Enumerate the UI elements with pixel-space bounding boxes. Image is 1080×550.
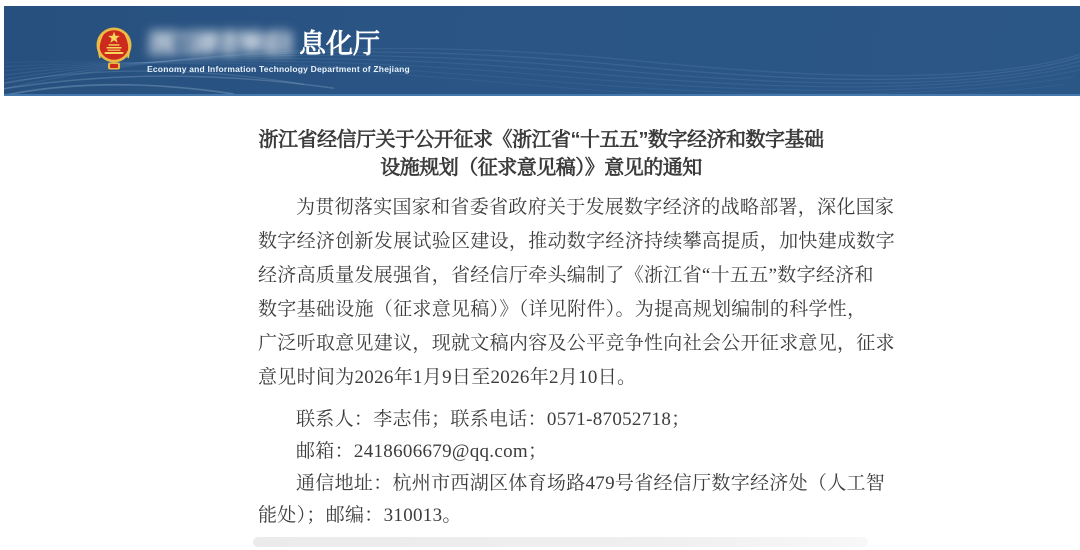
notice-body — [258, 191, 895, 395]
next-section-edge — [253, 537, 868, 547]
notice-body-line: 意见时间为2026年1月9日至2026年2月10日。 — [258, 367, 637, 388]
department-name-visible-part: 息化厅 — [299, 29, 380, 59]
notice-body-line: 数字经济创新发展试验区建设，推动数字经济持续攀高提质，加快建成数字 — [258, 231, 895, 252]
department-name-en: Economy and Information Technology Department of Zhejiang — [147, 64, 410, 75]
notice-body-line: 数字基础设施（征求意见稿）》（详见附件）。为提高规划编制的科学性， — [258, 299, 867, 320]
notice-contact-line: 联系人：李志伟；联系电话：0571-87052718； — [296, 409, 691, 430]
department-name-blurred-part: 浙江省经济和信 — [147, 29, 287, 59]
notice-contact-line: 通信地址：杭州市西湖区体育场路479号省经信厅数字经济处（人工智 — [296, 473, 886, 494]
notice-contact-info — [258, 404, 886, 532]
department-name-block — [147, 24, 410, 74]
notice-contact-line: 邮箱：2418606679@qq.com； — [296, 441, 548, 462]
notice-title-line-2: 设施规划（征求意见稿）》意见的通知 — [380, 157, 702, 179]
notice-body-line: 为贯彻落实国家和省委省政府关于发展数字经济的战略部署，深化国家 — [296, 197, 895, 218]
notice-contact-line: 能处）；邮编：310013。 — [258, 505, 462, 526]
department-name-cn — [147, 29, 380, 59]
notice-title-line-1: 浙江省经信厅关于公开征求《浙江省“十五五”数字经济和数字基础 — [258, 129, 824, 151]
notice-title — [230, 126, 852, 182]
department-logo-link[interactable] — [95, 24, 410, 74]
notice-body-line: 广泛听取意见建议，现就文稿内容及公平竞争性向社会公开征求意见，征求 — [258, 333, 895, 354]
national-emblem-icon — [95, 24, 133, 71]
notice-body-line: 经济高质量发展强省，省经信厅牵头编制了《浙江省“十五五”数字经济和 — [258, 265, 874, 286]
site-banner — [4, 6, 1080, 96]
